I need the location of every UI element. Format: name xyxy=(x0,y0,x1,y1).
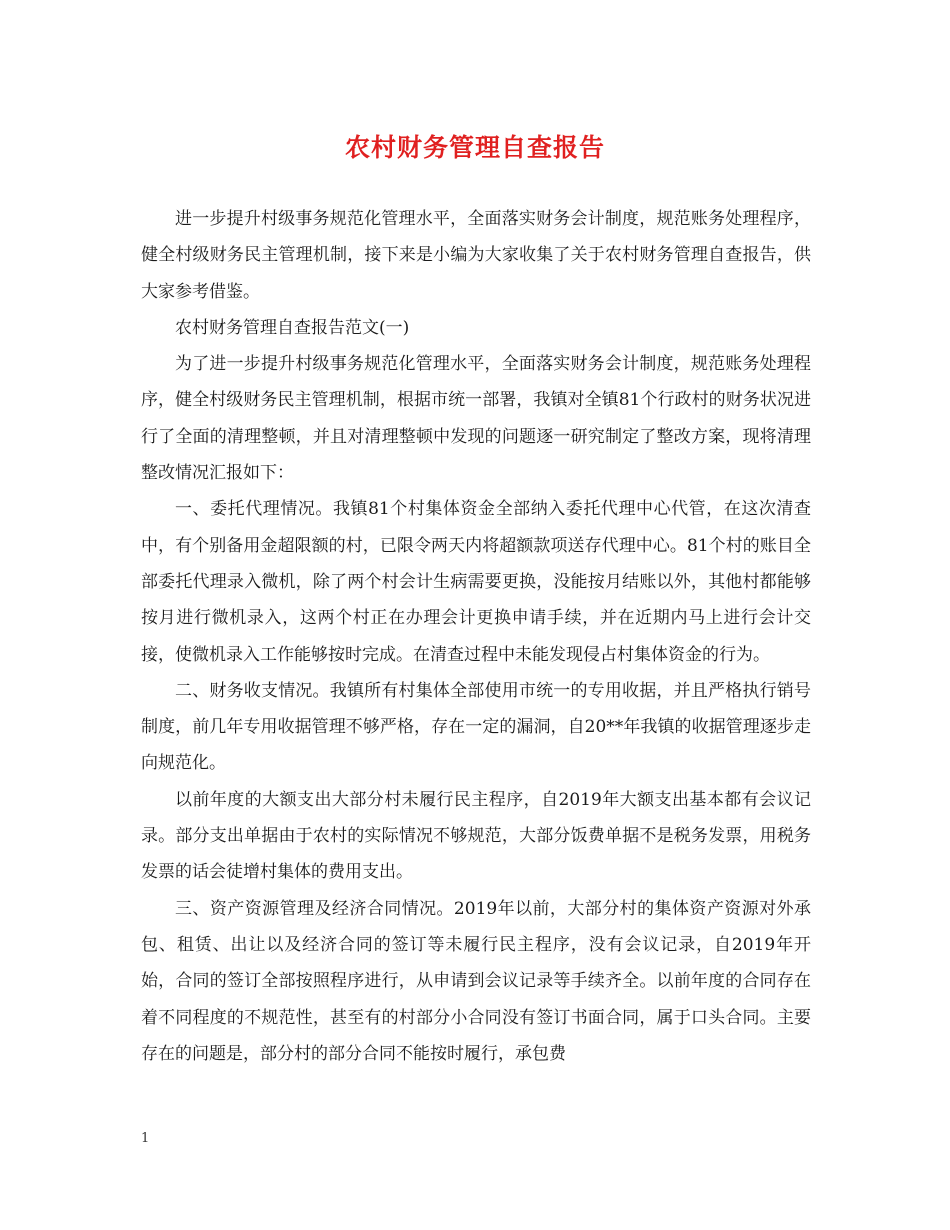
body-paragraph: 二、财务收支情况。我镇所有村集体全部使用市统一的专用收据，并且严格执行销号制度，前几年专用收据管理不够严格，存在一定的漏洞，自20**年我镇的收据管理逐步走向规范化。 xyxy=(141,680,811,774)
document-body xyxy=(141,201,811,1072)
body-paragraph: 一、委托代理情况。我镇81个村集体资金全部纳入委托代理中心代管，在这次清查中，有个别备用金超限额的村，已限令两天内将超额款项送存代理中心。81个村的账目全部委托代理录入微机，除了两个村会计生病需要更换，没能按月结账以外，其他村都能够按月进行微机录入，这两个村正在办理会计更换申请手续，并在近期内马上进行会计交接，使微机录入工作能够按时完成。在清查过程中未能发现侵占村集体资金的行为。 xyxy=(141,499,811,665)
page-number: 1 xyxy=(141,1131,150,1146)
intro-paragraph: 进一步提升村级事务规范化管理水平，全面落实财务会计制度，规范账务处理程序，健全村级财务民主管理机制，接下来是小编为大家收集了关于农村财务管理自查报告，供大家参考借鉴。 xyxy=(141,209,811,302)
body-paragraph: 为了进一步提升村级事务规范化管理水平，全面落实财务会计制度，规范账务处理程序，健全村级财务民主管理机制，根据市统一部署，我镇对全镇81个行政村的财务状况进行了全面的清理整顿，并且对清理整顿中发现的问题逐一研究制定了整改方案，现将清理整改情况汇报如下： xyxy=(141,354,811,484)
section-heading: 农村财务管理自查报告范文(一) xyxy=(175,317,410,338)
body-paragraph: 以前年度的大额支出大部分村未履行民主程序，自2019年大额支出基本都有会议记录。部分支出单据由于农村的实际情况不够规范，大部分饭费单据不是税务发票，用税务发票的话会徒增村集体的费用支出。 xyxy=(141,789,811,883)
document-title: 农村财务管理自查报告 xyxy=(344,133,605,162)
body-paragraph: 三、资产资源管理及经济合同情况。2019年以前，大部分村的集体资产资源对外承包、租赁、出让以及经济合同的签订等未履行民主程序，没有会议记录，自2019年开始，合同的签订全部按照程序进行，从申请到会议记录等手续齐全。以前年度的合同存在着不同程度的不规范性，甚至有的村部分小合同没有签订书面合同，属于口头合同。主要存在的问题是，部分村的部分合同不能按时履行，承包费 xyxy=(141,898,811,1064)
